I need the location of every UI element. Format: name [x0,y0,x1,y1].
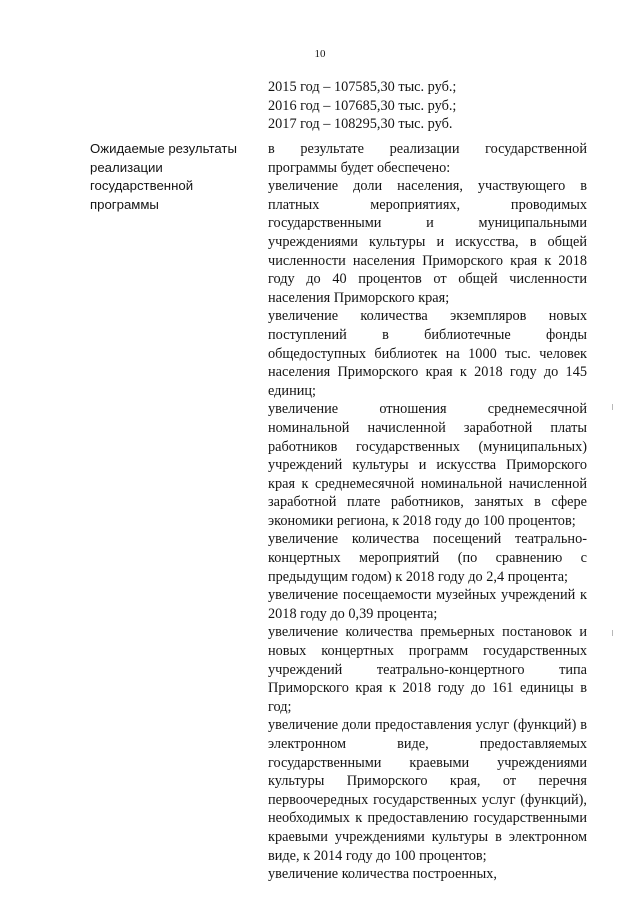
result-item: увеличение доли предоставления услуг (функций) в электронном виде, предоставляемых государственными краевыми учреждениями культуры Приморского края, от перечня первоочередных государственных услуг (функций), необходимых к предоставлению государственными краевыми учреждениями культуры в электронном виде, к 2014 году до 100 процентов; [268,717,587,864]
result-item: увеличение количества построенных, [268,866,498,883]
result-item: увеличение количества экземпляров новых поступлений в библиотечные фонды общедоступных библиотек на 1000 тыс. человек населения Приморского края к 2018 году до 145 единиц; [268,308,587,399]
result-item: увеличение количества посещений театрально-концертных мероприятий (по сравнению с предыдущим годом) к 2018 году до 2,4 процента; [268,531,587,585]
result-item: увеличение количества премьерных постановок и новых концертных программ государственных учреждений театрально-концертного типа Приморского края к 2018 году до 161 единицы в год; [268,624,587,715]
page-number: 10 [314,48,326,60]
funding-line-2017: 2017 год – 108295,30 тыс. руб. [268,116,453,133]
results-intro: в результате реализации государственной программы будет обеспечено: [268,141,587,176]
funding-line-2016: 2016 год – 107685,30 тыс. руб.; [268,97,457,114]
funding-by-year [268,78,598,134]
section-label-line: государственной [90,178,194,194]
result-item: увеличение доли населения, участвующего в платных мероприятиях, проводимых государственными и муниципальными учреждениями культуры и искусства, в общей численности населения Приморского края к 2018 году до 40 процентов от общей численности населения Приморского края; [268,178,587,306]
result-item: увеличение отношения среднемесячной номинальной начисленной заработной платы работников государственных (муниципальных) учреждений культуры и искусства Приморского края к среднемесячной номинальной начисленной заработной плате работников, занятых в сфере экономики региона, к 2018 году до 100 процентов; [268,401,587,529]
scan-mark [612,404,613,410]
result-item: увеличение посещаемости музейных учреждений к 2018 году до 0,39 процента; [268,587,587,622]
section-label-line: Ожидаемые результаты [90,141,237,156]
section-label-line: программы [90,196,159,212]
funding-line-2015: 2015 год – 107585,30 тыс. руб.; [268,79,457,95]
section-label-line: реализации [90,159,163,175]
scan-mark [612,630,613,636]
expected-results [268,140,587,884]
section-label [90,140,250,214]
